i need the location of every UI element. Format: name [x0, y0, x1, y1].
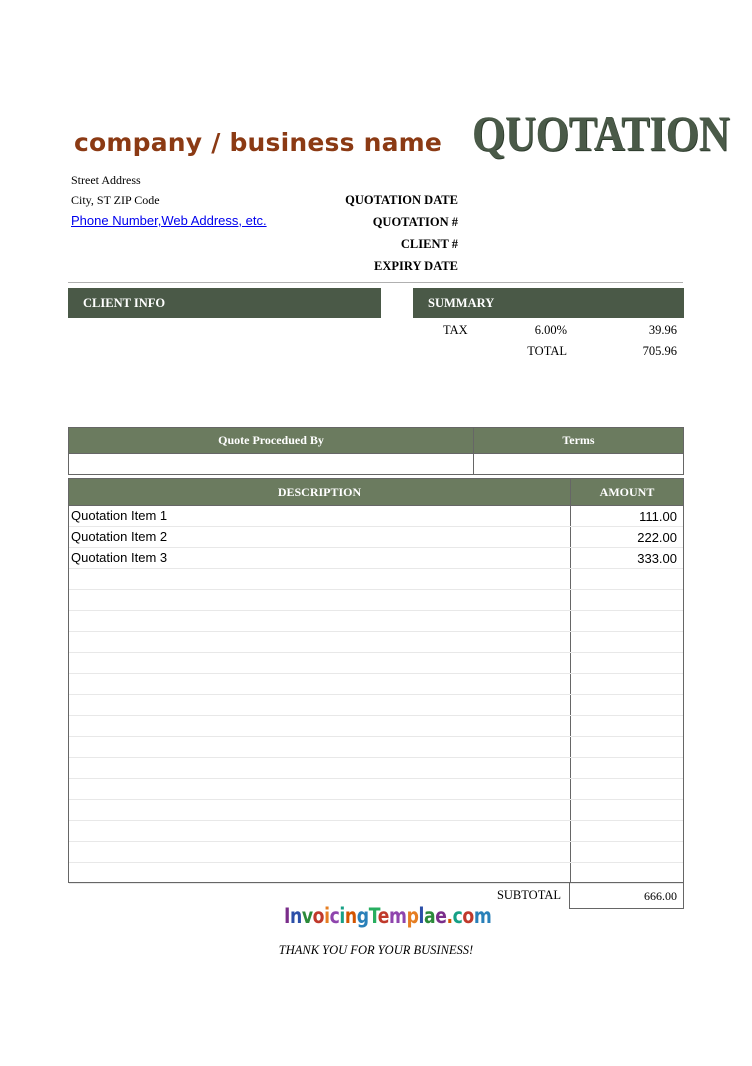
subtotal-amount: 666.00 — [644, 889, 677, 903]
row-line — [69, 631, 683, 632]
item-amount: 111.00 — [639, 509, 677, 524]
row-line — [69, 799, 683, 800]
row-line — [69, 715, 683, 716]
summary-header: SUMMARY — [413, 288, 684, 318]
client-info-header: CLIENT INFO — [68, 288, 381, 318]
row-line — [69, 820, 683, 821]
row-line — [69, 526, 683, 527]
row-line — [69, 610, 683, 611]
quote-proceeded-by-header: Quote Procedued By — [69, 428, 473, 453]
city-line: City, ST ZIP Code — [71, 193, 160, 207]
client-number-label: CLIENT # — [400, 237, 458, 251]
terms-header: Terms — [474, 428, 683, 453]
row-line — [69, 736, 683, 737]
row-line — [69, 589, 683, 590]
header-divider — [68, 282, 683, 283]
item-description: Quotation Item 2 — [71, 529, 168, 544]
thank-you-message: THANK YOU FOR YOUR BUSINESS! — [278, 943, 474, 957]
total-label: TOTAL — [527, 344, 567, 358]
quotation-number-label: QUOTATION # — [372, 215, 458, 229]
quote-proceeded-by-cell[interactable] — [69, 454, 473, 474]
amount-header: AMOUNT — [571, 479, 683, 505]
item-description: Quotation Item 3 — [71, 550, 168, 565]
tax-amount: 39.96 — [648, 323, 677, 337]
tax-rate: 6.00% — [534, 323, 567, 337]
expiry-date-label: EXPIRY DATE — [374, 259, 458, 273]
row-line — [69, 862, 683, 863]
terms-cell[interactable] — [474, 454, 683, 474]
description-header: DESCRIPTION — [69, 479, 570, 505]
row-line — [69, 673, 683, 674]
terms-table — [68, 427, 684, 475]
row-line — [69, 547, 683, 548]
document-title: QUOTATION — [472, 105, 730, 161]
street-address: Street Address — [71, 173, 141, 187]
tax-label: TAX — [443, 323, 468, 337]
logo: InvoicingTemplae.com — [284, 904, 492, 928]
row-line — [69, 652, 683, 653]
row-line — [69, 568, 683, 569]
row-line — [69, 694, 683, 695]
quotation-date-label: QUOTATION DATE — [345, 193, 458, 207]
item-description: Quotation Item 1 — [71, 508, 168, 523]
subtotal-label: SUBTOTAL — [496, 888, 561, 902]
subtotal-cell — [569, 882, 684, 909]
items-table — [68, 478, 684, 883]
contact-link[interactable]: Phone Number,Web Address, etc. — [71, 213, 267, 228]
item-amount: 222.00 — [637, 530, 677, 545]
item-amount: 333.00 — [637, 551, 677, 566]
total-amount: 705.96 — [642, 344, 677, 358]
company-name: company / business name — [74, 128, 443, 157]
row-line — [69, 757, 683, 758]
row-line — [69, 778, 683, 779]
row-line — [69, 841, 683, 842]
